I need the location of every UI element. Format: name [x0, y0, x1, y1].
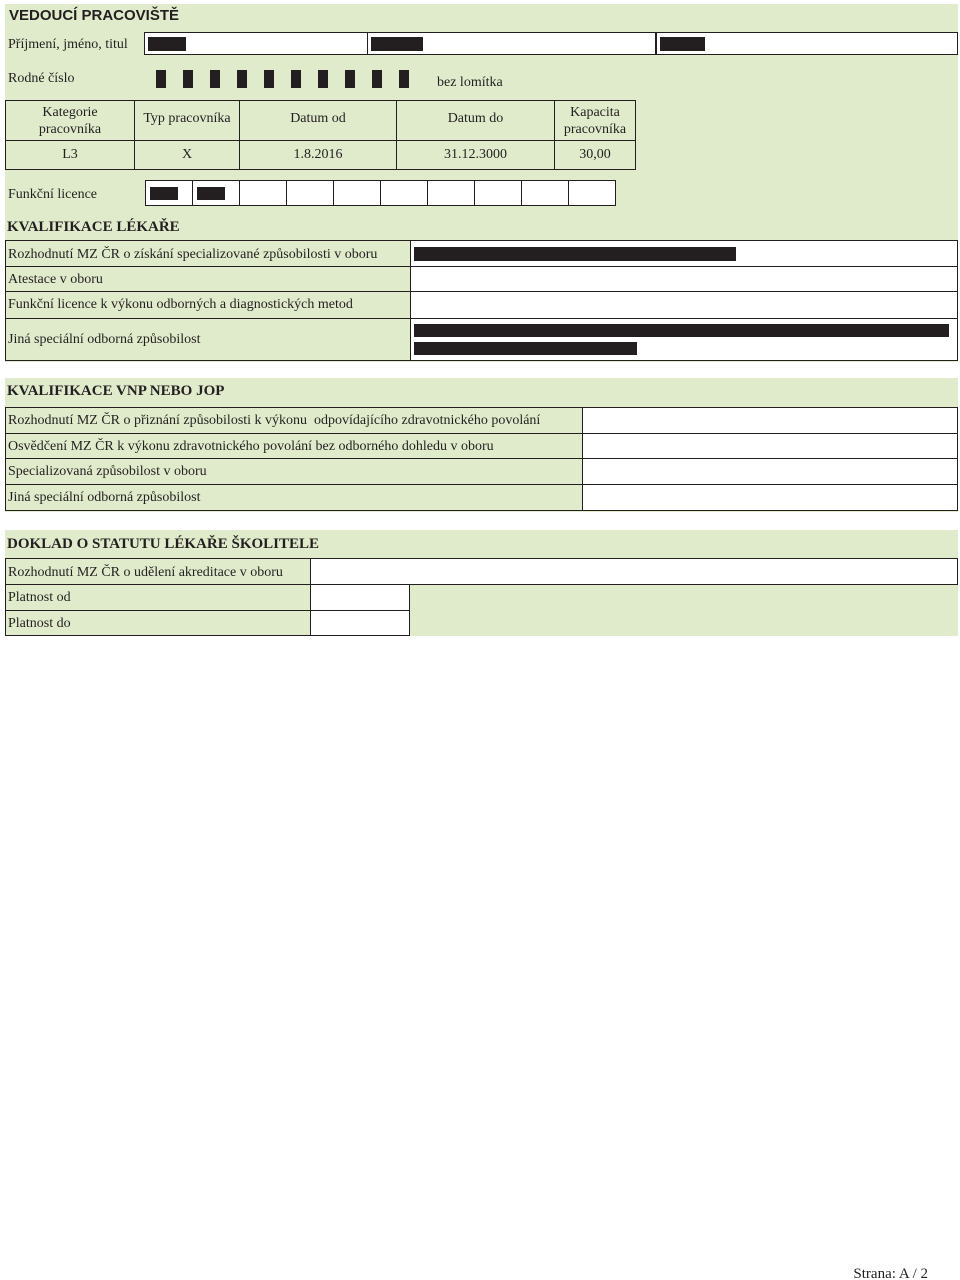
- vnp-qual-value-2[interactable]: [583, 434, 957, 458]
- digit-box: [264, 70, 274, 88]
- trainer-title: DOKLAD O STATUTU LÉKAŘE ŠKOLITELE: [7, 536, 320, 552]
- vnp-qual-row-2: Osvědčení MZ ČR k výkonu zdravotnického povolání bez odborného dohledu v oboru: [8, 439, 494, 454]
- redaction: [414, 342, 637, 355]
- digit-box: [210, 70, 220, 88]
- trainer-row-3: Platnost do: [8, 616, 71, 631]
- digit-box: [345, 70, 355, 88]
- doctor-qual-value-3[interactable]: [411, 292, 957, 318]
- trainer-value-2[interactable]: [311, 585, 409, 610]
- title-field[interactable]: [656, 32, 958, 55]
- license-label: Funkční licence: [8, 187, 98, 202]
- redaction: [371, 37, 423, 51]
- digit-box: [372, 70, 382, 88]
- col-capacity-header: Kapacita pracovníka: [563, 105, 627, 137]
- doctor-qual-row-4: Jiná speciální odborná způsobilost: [8, 332, 201, 347]
- digit-box: [156, 70, 166, 88]
- firstname-field[interactable]: [367, 32, 656, 55]
- redaction: [414, 247, 736, 261]
- col-type-header: Typ pracovníka: [143, 111, 231, 126]
- license-code-field[interactable]: [145, 180, 616, 206]
- col-date-from-header: Datum od: [290, 111, 346, 126]
- cell-capacity: 30,00: [579, 147, 611, 162]
- name-label: Příjmení, jméno, titul: [8, 37, 128, 52]
- redaction: [148, 37, 186, 51]
- doctor-qual-value-4[interactable]: [411, 319, 957, 360]
- doctor-qual-row-1: Rozhodnutí MZ ČR o získání specializované způsobilosti v oboru: [8, 247, 378, 262]
- doctor-qual-value-1[interactable]: [411, 241, 957, 266]
- digit-box: [237, 70, 247, 88]
- trainer-value-1[interactable]: [311, 559, 957, 584]
- vnp-qual-value-4[interactable]: [583, 485, 957, 510]
- page-number: Strana: A / 2: [853, 1266, 928, 1280]
- digit-box: [399, 70, 409, 88]
- trainer-value-3[interactable]: [311, 611, 409, 635]
- cell-category: L3: [62, 147, 78, 162]
- vnp-qual-row-4: Jiná speciální odborná způsobilost: [8, 490, 201, 505]
- cell-date-from: 1.8.2016: [293, 147, 343, 162]
- doctor-qual-row-2: Atestace v oboru: [8, 272, 103, 287]
- birth-number-note: bez lomítka: [437, 75, 503, 90]
- redaction: [660, 37, 705, 51]
- doctor-qual-title: KVALIFIKACE LÉKAŘE: [7, 219, 180, 235]
- redaction: [414, 324, 949, 337]
- trainer-row-2: Platnost od: [8, 590, 71, 605]
- trainer-row-1: Rozhodnutí MZ ČR o udělení akreditace v oboru: [8, 565, 283, 580]
- doctor-qual-row-3: Funkční licence k výkonu odborných a diagnostických metod: [8, 297, 353, 312]
- page-title: VEDOUCÍ PRACOVIŠTĚ: [9, 7, 180, 24]
- birth-number-label: Rodné číslo: [8, 71, 75, 86]
- vnp-qual-value-3[interactable]: [583, 459, 957, 484]
- vnp-qual-row-1: Rozhodnutí MZ ČR o přiznání způsobilosti k výkonu odpovídajícího zdravotnického povolání: [8, 413, 541, 428]
- vnp-qual-title: KVALIFIKACE VNP NEBO JOP: [7, 383, 225, 399]
- col-date-to-header: Datum do: [447, 111, 504, 126]
- vnp-qual-row-3: Specializovaná způsobilost v oboru: [8, 464, 207, 479]
- redaction: [150, 187, 178, 200]
- doctor-qual-value-2[interactable]: [411, 267, 957, 291]
- digit-box: [291, 70, 301, 88]
- redaction: [197, 187, 225, 200]
- cell-date-to: 31.12.3000: [444, 147, 507, 162]
- birth-number-digits[interactable]: [148, 68, 428, 90]
- digit-box: [318, 70, 328, 88]
- cell-type: X: [181, 147, 193, 162]
- digit-box: [183, 70, 193, 88]
- col-category-header: Kategorie pracovníka: [38, 105, 102, 137]
- vnp-qual-value-1[interactable]: [583, 408, 957, 433]
- surname-field[interactable]: [144, 32, 368, 55]
